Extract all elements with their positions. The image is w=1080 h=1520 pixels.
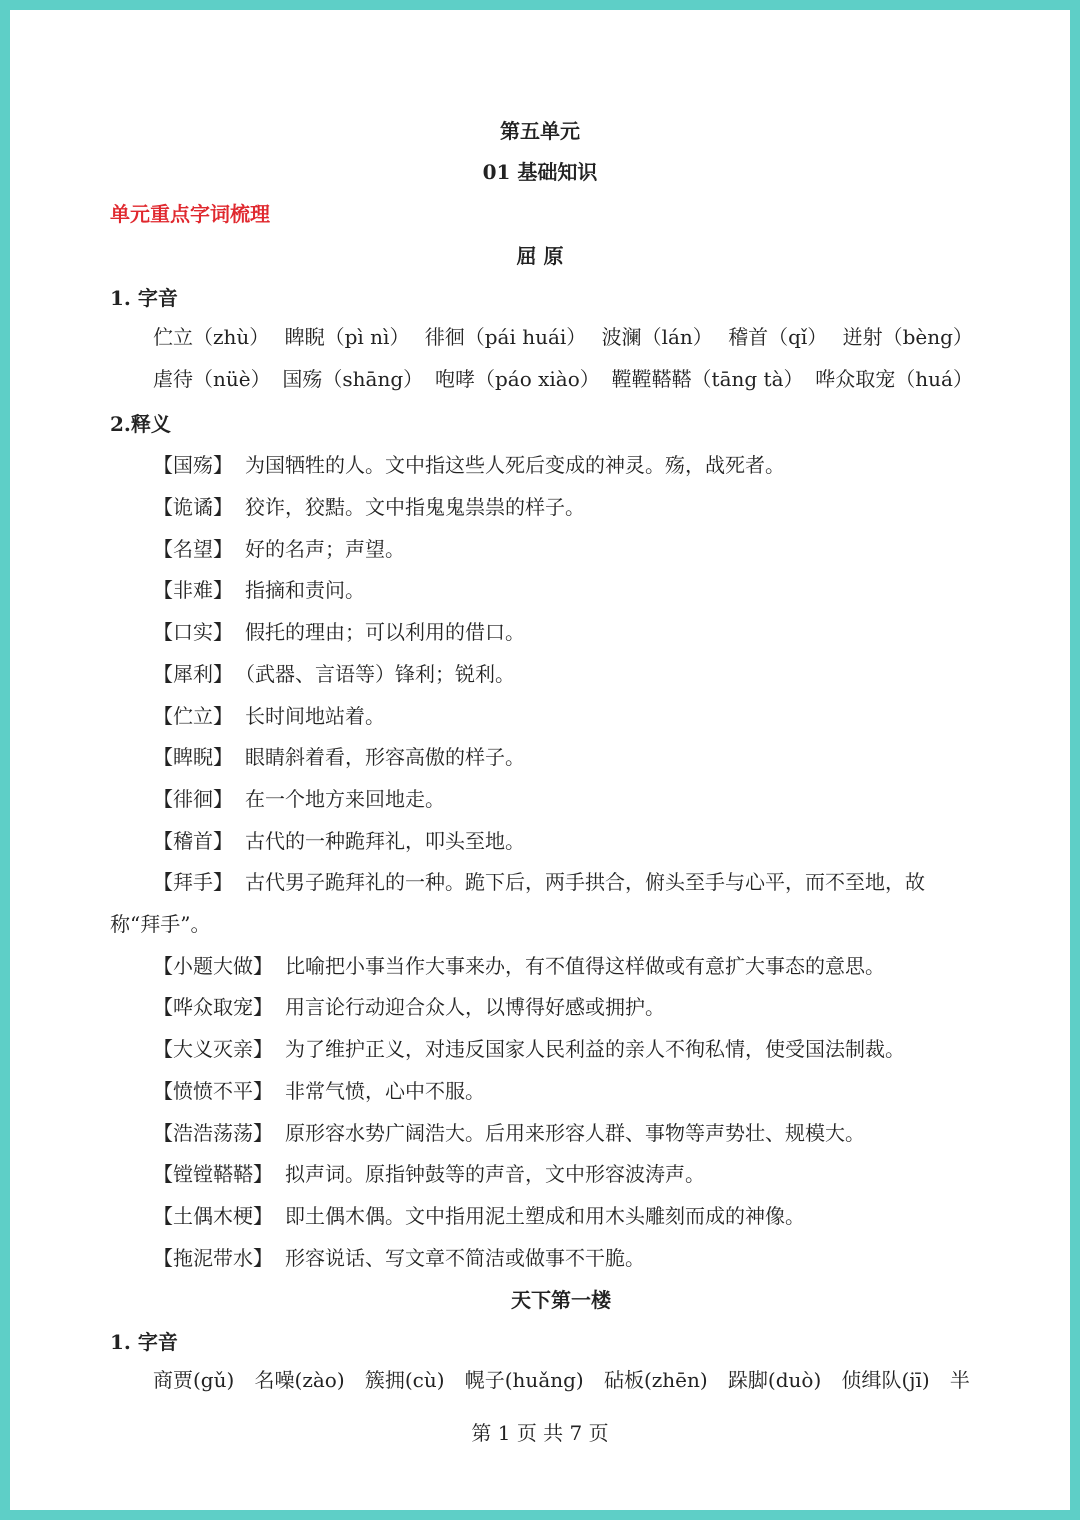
pronunciation-row-1 <box>153 323 973 351</box>
definition: 即土偶木偶。文中指用泥土塑成和用木头雕刻而成的神像。 <box>285 1204 805 1228</box>
pron-item: 波澜（lán） <box>601 325 713 349</box>
definition: 用言论行动迎合众人，以博得好感或拥护。 <box>285 995 665 1019</box>
term: 【徘徊】 <box>153 787 233 811</box>
definition-entry <box>153 1119 865 1147</box>
pron-item: 跺脚(duò) <box>727 1368 822 1392</box>
unit-title: 第五单元 <box>500 119 580 143</box>
term: 【大义灭亲】 <box>153 1037 273 1061</box>
term: 【非难】 <box>153 578 233 602</box>
pron-item: 砧板(zhēn) <box>603 1368 708 1392</box>
definition-entry <box>153 1077 485 1105</box>
term: 【拜手】 <box>153 870 233 894</box>
definition-entry <box>153 827 525 855</box>
definition-entry <box>153 785 445 813</box>
definition: 指摘和责问。 <box>245 578 365 602</box>
definition-entry <box>153 1244 645 1272</box>
definition-entry <box>153 743 525 771</box>
term: 【口实】 <box>153 620 233 644</box>
definition-entry <box>153 493 585 521</box>
pron-item: 徘徊（pái huái） <box>424 325 587 349</box>
definition-entry <box>153 451 785 479</box>
pronunciation-heading: 1. 字音 <box>110 286 178 310</box>
definition: 长时间地站着。 <box>245 704 385 728</box>
term: 【诡谲】 <box>153 495 233 519</box>
term: 【愤愤不平】 <box>153 1079 273 1103</box>
definition: 古代的一种跪拜礼，叩头至地。 <box>245 829 525 853</box>
definition-entry <box>153 868 925 896</box>
definition-entry <box>153 618 525 646</box>
pron-item: 商贾(gǔ) <box>153 1368 235 1392</box>
pron-item: 伫立（zhù） <box>153 325 270 349</box>
definition: 古代男子跪拜礼的一种。跪下后，两手拱合，俯头至手与心平，而不至地，故 <box>245 870 925 894</box>
lesson-title-tianxia: 天下第一楼 <box>511 1288 611 1312</box>
definition: 比喻把小事当作大事来办，有不值得这样做或有意扩大事态的意思。 <box>285 954 885 978</box>
definition-entry <box>153 535 405 563</box>
definition: 好的名声；声望。 <box>245 537 405 561</box>
pron-item: 侦缉队(jī) <box>841 1368 930 1392</box>
pron-item: 咆哮（páo xiào） <box>434 367 600 391</box>
definition-entry <box>153 952 885 980</box>
pron-item: 迸射（bèng） <box>842 325 973 349</box>
pron-item: 国殇（shāng） <box>282 367 424 391</box>
term: 【犀利】 <box>153 662 233 686</box>
definition-heading: 2.释义 <box>110 412 171 436</box>
term: 【小题大做】 <box>153 954 273 978</box>
definition-entry <box>153 1160 705 1188</box>
definition: 假托的理由；可以利用的借口。 <box>245 620 525 644</box>
key-words-heading: 单元重点字词梳理 <box>110 202 270 226</box>
definition-entry <box>153 1035 905 1063</box>
definition: 拟声词。原指钟鼓等的声音，文中形容波涛声。 <box>285 1162 705 1186</box>
term: 【睥睨】 <box>153 745 233 769</box>
pronunciation-row-lesson2 <box>153 1366 970 1394</box>
pron-item: 哗众取宠（huá） <box>815 367 973 391</box>
pron-item: 稽首（qǐ） <box>728 325 828 349</box>
term: 【拖泥带水】 <box>153 1246 273 1270</box>
pron-item: 虐待（nüè） <box>153 367 271 391</box>
pronunciation-heading-2: 1. 字音 <box>110 1330 178 1354</box>
definition-entry <box>153 993 665 1021</box>
term: 【稽首】 <box>153 829 233 853</box>
pron-item: 鞺鞺鞳鞳（tāng tà） <box>611 367 804 391</box>
term: 【伫立】 <box>153 704 233 728</box>
definition: 狡诈，狡黠。文中指鬼鬼祟祟的样子。 <box>245 495 585 519</box>
pronunciation-row-2 <box>153 365 973 393</box>
term: 【名望】 <box>153 537 233 561</box>
pron-item: 睥睨（pì nì） <box>284 325 410 349</box>
pron-item: 幌子(huǎng) <box>464 1368 584 1392</box>
definition-entry <box>153 576 365 604</box>
lesson-title-quyuan: 屈 原 <box>516 244 564 268</box>
pron-item: 簇拥(cù) <box>364 1368 445 1392</box>
definition-continuation: 称“拜手”。 <box>110 912 211 936</box>
pron-item: 半 <box>949 1368 970 1392</box>
definition: 眼睛斜着看，形容高傲的样子。 <box>245 745 525 769</box>
term: 【土偶木梗】 <box>153 1204 273 1228</box>
definition: 原形容水势广阔浩大。后用来形容人群、事物等声势壮、规模大。 <box>285 1121 865 1145</box>
term: 【国殇】 <box>153 453 233 477</box>
term: 【浩浩荡荡】 <box>153 1121 273 1145</box>
definition-entry <box>153 702 385 730</box>
definition: （武器、言语等）锋利；锐利。 <box>245 662 515 686</box>
section-title: 01 基础知识 <box>482 160 598 184</box>
definition: 非常气愤，心中不服。 <box>285 1079 485 1103</box>
definition: 形容说话、写文章不简洁或做事不干脆。 <box>285 1246 645 1270</box>
definition: 为国牺牲的人。文中指这些人死后变成的神灵。殇，战死者。 <box>245 453 785 477</box>
term: 【哗众取宠】 <box>153 995 273 1019</box>
definition: 为了维护正义，对违反国家人民利益的亲人不徇私情，使受国法制裁。 <box>285 1037 905 1061</box>
definition-entry <box>153 660 515 688</box>
definition-entry <box>153 1202 805 1230</box>
term: 【镗镗鞳鞳】 <box>153 1162 273 1186</box>
page-footer: 第 1 页 共 7 页 <box>471 1421 609 1445</box>
definition: 在一个地方来回地走。 <box>245 787 445 811</box>
pron-item: 名噪(zào) <box>254 1368 345 1392</box>
